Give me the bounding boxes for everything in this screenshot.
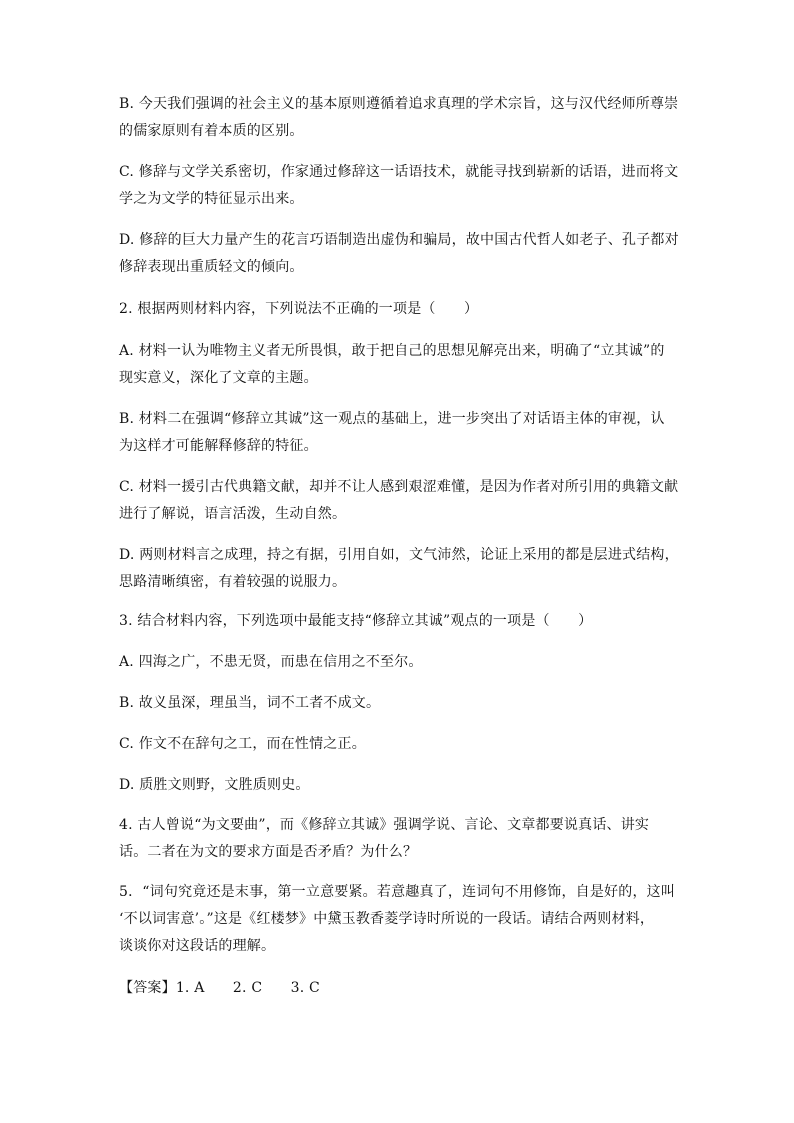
text-line: 5．“词句究竟还是末事，第一立意要紧。若意趣真了，连词句不用修饰，自是好的，这叫 (119, 884, 676, 900)
text-line: C. 修辞与文学关系密切，作家通过修辞这一话语技术，就能寻找到崭新的话语，进而将文 (119, 164, 679, 180)
question-2-stem (119, 296, 679, 323)
text-line: D. 两则材料言之成理，持之有据，引用自如，文气沛然，论证上采用的都是层进式结构， (119, 547, 679, 563)
text-line: ‘不以词害意’。”这是《红楼梦》中黛玉教香菱学诗时所说的一段话。请结合两则材料， (119, 911, 655, 927)
text-line: 进行了解说，语言活泼，生动自然。 (119, 506, 347, 522)
text-line: A. 四海之广，不患无贤，而患在信用之不至尔。 (119, 654, 423, 670)
q3-option-c (119, 731, 679, 758)
q2-option-c (119, 474, 679, 528)
text-line: 3. 结合材料内容，下列选项中最能支持“修辞立其诚”观点的一项是（ ） (119, 613, 593, 629)
text-line: 思路清晰缜密，有着较强的说服力。 (119, 574, 347, 590)
text-line: 学之为文学的特征显示出来。 (119, 191, 304, 207)
text-line: A. 材料一认为唯物主义者无所畏惧，敢于把自己的思想见解亮出来，明确了“立其诚”的 (119, 343, 665, 359)
text-line: B. 今天我们强调的社会主义的基本原则遵循着追求真理的学术宗旨，这与汉代经师所尊崇 (119, 96, 679, 112)
text-line: D. 修辞的巨大力量产生的花言巧语制造出虚伪和骗局，故中国古代哲人如老子、孔子都对 (119, 232, 679, 248)
text-line: 2. 根据两则材料内容，下列说法不正确的一项是（ ） (119, 301, 479, 317)
text-line: B. 故义虽深，理虽当，词不工者不成文。 (119, 695, 381, 711)
text-line: 修辞表现出重质轻文的倾向。 (119, 259, 304, 275)
text-line (119, 975, 679, 1002)
text-line: D. 质胜文则野，文胜质则史。 (119, 777, 310, 793)
text-line: C. 作文不在辞句之工，而在性情之正。 (119, 736, 366, 752)
question-4 (119, 812, 679, 866)
text-line: 4. 古人曾说“为文要曲”，而《修辞立其诚》强调学说、言论、文章都要说真话、讲实 (119, 817, 650, 833)
q1-option-c (119, 159, 679, 213)
answer-text: 1. A 2. C 3. C (175, 980, 320, 996)
q2-option-d (119, 542, 679, 596)
q3-option-b (119, 690, 679, 717)
q1-option-d (119, 227, 679, 281)
text-line: B. 材料二在强调“修辞立其诚”这一观点的基础上，进一步突出了对话语主体的审视，认 (119, 411, 665, 427)
answer-line (119, 975, 679, 1002)
text-line: 的儒家原则有着本质的区别。 (119, 123, 304, 139)
text-line: 话。二者在为文的要求方面是否矛盾？为什么？ (119, 844, 418, 860)
question-3-stem (119, 608, 679, 635)
text-line: 现实意义，深化了文章的主题。 (119, 370, 318, 386)
text-line: 谈谈你对这段话的理解。 (119, 938, 276, 954)
question-5 (119, 879, 679, 960)
q2-option-a (119, 338, 679, 392)
answer-tag: 【答案】 (119, 980, 176, 996)
q3-option-a (119, 649, 679, 676)
q3-option-d (119, 772, 679, 799)
q2-option-b (119, 406, 679, 460)
text-line: C. 材料一援引古代典籍文献，却并不让人感到艰涩难懂，是因为作者对所引用的典籍文献 (119, 479, 679, 495)
text-line: 为这样才可能解释修辞的特征。 (119, 438, 318, 454)
q1-option-b (119, 91, 679, 145)
